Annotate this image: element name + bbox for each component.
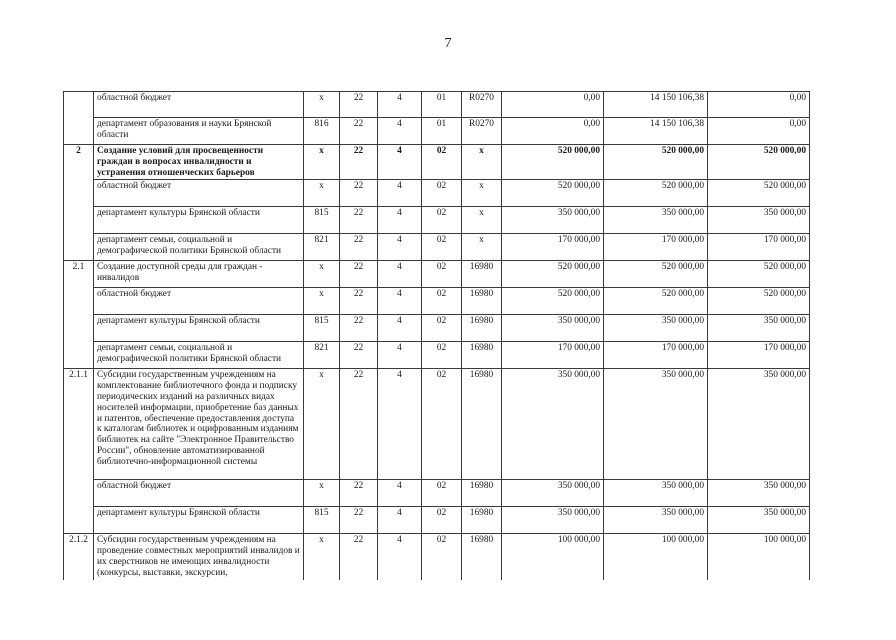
grbs-code: x bbox=[304, 480, 340, 507]
grbs-code: x bbox=[304, 369, 340, 480]
subprogram-code: 4 bbox=[378, 207, 422, 234]
grbs-code: 821 bbox=[304, 234, 340, 261]
grbs-code: 815 bbox=[304, 207, 340, 234]
grbs-code: x bbox=[304, 145, 340, 180]
direction-code: x bbox=[462, 234, 502, 261]
row-description: департамент культуры Брянской области bbox=[94, 315, 304, 342]
amount-year-3: 350 000,00 bbox=[708, 369, 810, 480]
amount-year-2: 100 000,00 bbox=[604, 534, 708, 580]
subprogram-code: 4 bbox=[378, 118, 422, 145]
subprogram-code: 4 bbox=[378, 480, 422, 507]
amount-year-2: 520 000,00 bbox=[604, 288, 708, 315]
program-code: 22 bbox=[340, 342, 378, 369]
amount-year-3: 170 000,00 bbox=[708, 342, 810, 369]
table-row bbox=[64, 180, 810, 207]
amount-year-3: 350 000,00 bbox=[708, 507, 810, 534]
direction-code: 16980 bbox=[462, 507, 502, 534]
page-number: 7 bbox=[444, 36, 452, 51]
subprogram-code: 4 bbox=[378, 180, 422, 207]
table-row bbox=[64, 342, 810, 369]
amount-year-2: 350 000,00 bbox=[604, 480, 708, 507]
amount-year-1: 350 000,00 bbox=[502, 315, 604, 342]
amount-year-2: 350 000,00 bbox=[604, 369, 708, 480]
amount-year-3: 350 000,00 bbox=[708, 207, 810, 234]
row-description: департамент семьи, социальной и демографической политики Брянской области bbox=[94, 342, 304, 369]
amount-year-2: 350 000,00 bbox=[604, 315, 708, 342]
subprogram-code: 4 bbox=[378, 315, 422, 342]
table-row bbox=[64, 480, 810, 507]
grbs-code: x bbox=[304, 261, 340, 288]
program-code: 22 bbox=[340, 480, 378, 507]
amount-year-2: 350 000,00 bbox=[604, 507, 708, 534]
amount-year-1: 350 000,00 bbox=[502, 507, 604, 534]
subprogram-code: 4 bbox=[378, 369, 422, 480]
row-description: областной бюджет bbox=[94, 92, 304, 118]
program-code: 22 bbox=[340, 288, 378, 315]
table-row bbox=[64, 288, 810, 315]
direction-code: x bbox=[462, 207, 502, 234]
table-row bbox=[64, 315, 810, 342]
program-code: 22 bbox=[340, 234, 378, 261]
subprogram-code: 4 bbox=[378, 507, 422, 534]
amount-year-3: 350 000,00 bbox=[708, 315, 810, 342]
table-row bbox=[64, 534, 810, 580]
amount-year-1: 0,00 bbox=[502, 92, 604, 118]
direction-code: 16980 bbox=[462, 480, 502, 507]
row-description: областной бюджет bbox=[94, 480, 304, 507]
amount-year-1: 520 000,00 bbox=[502, 180, 604, 207]
subprogram-code: 4 bbox=[378, 288, 422, 315]
amount-year-3: 100 000,00 bbox=[708, 534, 810, 580]
event-code: 01 bbox=[422, 118, 462, 145]
event-code: 02 bbox=[422, 261, 462, 288]
subprogram-code: 4 bbox=[378, 234, 422, 261]
row-description: департамент семьи, социальной и демографической политики Брянской области bbox=[94, 234, 304, 261]
amount-year-1: 350 000,00 bbox=[502, 480, 604, 507]
row-description: Субсидии государственным учреждениям на комплектование библиотечного фонда и подписку периодических изданий на различных видах носителей информации, приобретение баз данных и патентов, обеспечение предоставления доступа к каталогам библиотек и оцифрованным изданиям библиотек на сайте "Электронное Правительство России", обновление автоматизированной библиотечно-информационной системы bbox=[94, 369, 304, 480]
grbs-code: x bbox=[304, 288, 340, 315]
direction-code: x bbox=[462, 145, 502, 180]
direction-code: 16980 bbox=[462, 315, 502, 342]
direction-code: 16980 bbox=[462, 534, 502, 580]
direction-code: x bbox=[462, 180, 502, 207]
amount-year-2: 170 000,00 bbox=[604, 234, 708, 261]
direction-code: 16980 bbox=[462, 261, 502, 288]
row-description: департамент культуры Брянской области bbox=[94, 507, 304, 534]
amount-year-1: 520 000,00 bbox=[502, 261, 604, 288]
program-code: 22 bbox=[340, 261, 378, 288]
grbs-code: x bbox=[304, 180, 340, 207]
grbs-code: x bbox=[304, 92, 340, 118]
table-row bbox=[64, 92, 810, 118]
amount-year-1: 170 000,00 bbox=[502, 342, 604, 369]
event-code: 02 bbox=[422, 288, 462, 315]
table-row bbox=[64, 261, 810, 288]
event-code: 02 bbox=[422, 234, 462, 261]
row-description: областной бюджет bbox=[94, 288, 304, 315]
subprogram-code: 4 bbox=[378, 534, 422, 580]
event-code: 02 bbox=[422, 145, 462, 180]
program-code: 22 bbox=[340, 180, 378, 207]
amount-year-2: 14 150 106,38 bbox=[604, 118, 708, 145]
table-row bbox=[64, 234, 810, 261]
table-row bbox=[64, 507, 810, 534]
table-row bbox=[64, 369, 810, 480]
row-description: департамент культуры Брянской области bbox=[94, 207, 304, 234]
event-code: 02 bbox=[422, 342, 462, 369]
amount-year-3: 520 000,00 bbox=[708, 180, 810, 207]
subprogram-code: 4 bbox=[378, 92, 422, 118]
program-code: 22 bbox=[340, 369, 378, 480]
amount-year-3: 0,00 bbox=[708, 118, 810, 145]
program-code: 22 bbox=[340, 315, 378, 342]
row-number: 2 bbox=[64, 145, 94, 261]
amount-year-1: 100 000,00 bbox=[502, 534, 604, 580]
event-code: 02 bbox=[422, 315, 462, 342]
table-row bbox=[64, 207, 810, 234]
amount-year-2: 520 000,00 bbox=[604, 261, 708, 288]
row-number: 2.1.2 bbox=[64, 534, 94, 580]
amount-year-3: 520 000,00 bbox=[708, 145, 810, 180]
subprogram-code: 4 bbox=[378, 145, 422, 180]
subprogram-code: 4 bbox=[378, 261, 422, 288]
amount-year-1: 170 000,00 bbox=[502, 234, 604, 261]
amount-year-1: 350 000,00 bbox=[502, 369, 604, 480]
row-description: Субсидии государственным учреждениям на проведение совместных мероприятий инвалидов и их сверстников не имеющих инвалидности (конкурсы, выставки, экскурсии, bbox=[94, 534, 304, 580]
direction-code: 16980 bbox=[462, 369, 502, 480]
amount-year-2: 520 000,00 bbox=[604, 180, 708, 207]
grbs-code: 815 bbox=[304, 315, 340, 342]
budget-table bbox=[63, 91, 810, 580]
amount-year-2: 14 150 106,38 bbox=[604, 92, 708, 118]
event-code: 02 bbox=[422, 480, 462, 507]
table-row bbox=[64, 118, 810, 145]
amount-year-3: 0,00 bbox=[708, 92, 810, 118]
program-code: 22 bbox=[340, 118, 378, 145]
event-code: 02 bbox=[422, 207, 462, 234]
amount-year-2: 520 000,00 bbox=[604, 145, 708, 180]
event-code: 02 bbox=[422, 369, 462, 480]
amount-year-3: 520 000,00 bbox=[708, 261, 810, 288]
direction-code: R0270 bbox=[462, 92, 502, 118]
grbs-code: 816 bbox=[304, 118, 340, 145]
amount-year-1: 520 000,00 bbox=[502, 288, 604, 315]
program-code: 22 bbox=[340, 145, 378, 180]
direction-code: R0270 bbox=[462, 118, 502, 145]
direction-code: 16980 bbox=[462, 342, 502, 369]
grbs-code: 815 bbox=[304, 507, 340, 534]
program-code: 22 bbox=[340, 92, 378, 118]
event-code: 02 bbox=[422, 507, 462, 534]
amount-year-3: 520 000,00 bbox=[708, 288, 810, 315]
row-description: областной бюджет bbox=[94, 180, 304, 207]
row-number bbox=[64, 92, 94, 145]
subprogram-code: 4 bbox=[378, 342, 422, 369]
row-description: Создание условий для просвещенности граждан в вопросах инвалидности и устранения отношенческих барьеров bbox=[94, 145, 304, 180]
row-number: 2.1 bbox=[64, 261, 94, 369]
row-number: 2.1.1 bbox=[64, 369, 94, 534]
program-code: 22 bbox=[340, 534, 378, 580]
direction-code: 16980 bbox=[462, 288, 502, 315]
amount-year-2: 170 000,00 bbox=[604, 342, 708, 369]
row-description: Создание доступной среды для граждан - инвалидов bbox=[94, 261, 304, 288]
amount-year-1: 0,00 bbox=[502, 118, 604, 145]
amount-year-3: 170 000,00 bbox=[708, 234, 810, 261]
table-row bbox=[64, 145, 810, 180]
amount-year-1: 520 000,00 bbox=[502, 145, 604, 180]
amount-year-3: 350 000,00 bbox=[708, 480, 810, 507]
row-description: департамент образования и науки Брянской области bbox=[94, 118, 304, 145]
grbs-code: 821 bbox=[304, 342, 340, 369]
amount-year-1: 350 000,00 bbox=[502, 207, 604, 234]
program-code: 22 bbox=[340, 207, 378, 234]
event-code: 01 bbox=[422, 92, 462, 118]
program-code: 22 bbox=[340, 507, 378, 534]
amount-year-2: 350 000,00 bbox=[604, 207, 708, 234]
grbs-code: x bbox=[304, 534, 340, 580]
event-code: 02 bbox=[422, 180, 462, 207]
event-code: 02 bbox=[422, 534, 462, 580]
